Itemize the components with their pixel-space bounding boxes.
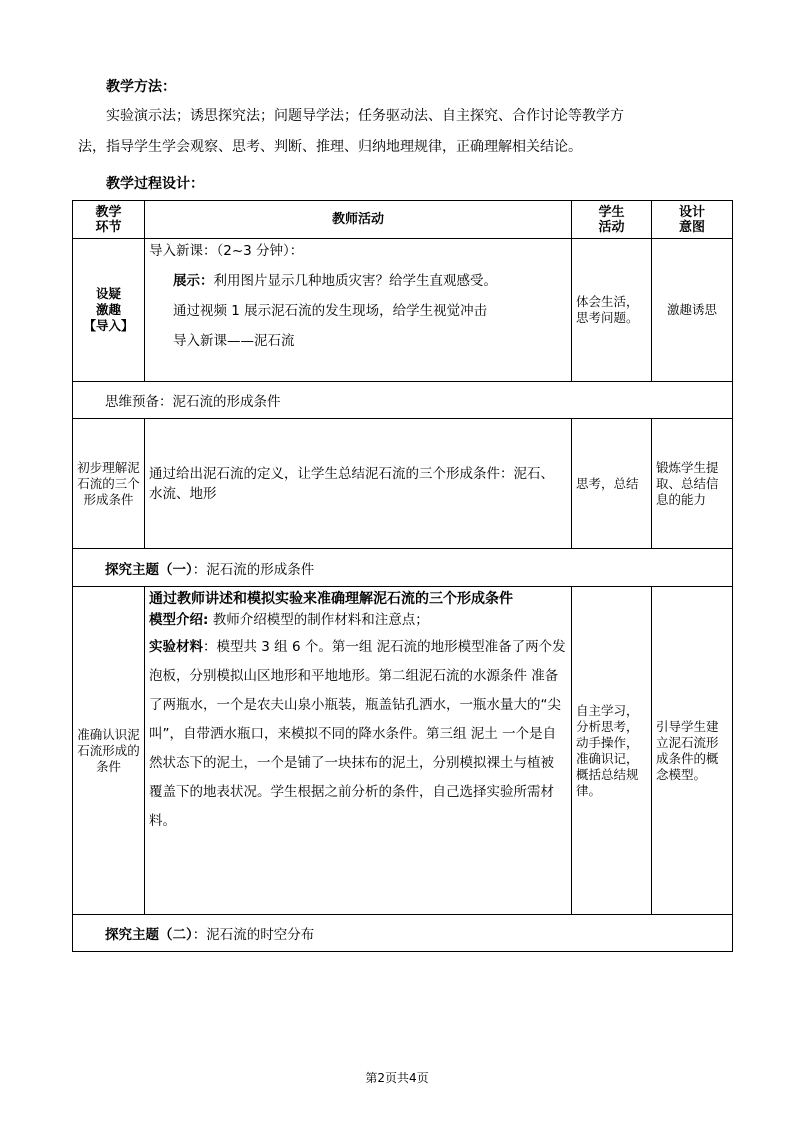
header-teacher-activity: 教师活动 (145, 201, 572, 239)
table-row (73, 587, 733, 915)
model-intro-line: 模型介绍: 教师介绍模型的制作材料和注意点； (149, 612, 429, 628)
experiment-title: 通过教师讲述和模拟实验来准确理解泥石流的三个形成条件 (149, 591, 513, 607)
materials-paragraph: 实验材料：模型共 3 组 6 个。第一组 泥石流的地形模型准备了两个发泡板，分别模拟山区地形和平地地形。第二组泥石流的水源条件 准备了两瓶水，一个是农夫山泉小瓶装，瓶盖钻孔洒水，一瓶水量大的“尖叫”，自带洒水瓶口，来模拟不同的降水条件。第三组 泥土 一个是自然状态下的泥土，一个是铺了一块抹布的泥土，分别模拟裸土与植被覆盖下的地表状况。学生根据之前分析的条件，自己选择实验所需材料。 (149, 639, 566, 829)
teaching-method-text (78, 101, 698, 163)
lesson-plan-table (72, 200, 733, 952)
teaching-method-line-1: 实验演示法；诱思探究法；问题导学法；任务驱动法、自主探究、合作讨论等教学方 (106, 108, 624, 124)
page-number-footer: 第2页共4页 (365, 1071, 429, 1085)
design-intent-experiment: 引导学生建立泥石流形成条件的概念模型。 (652, 587, 733, 915)
teaching-method-heading: 教学方法： (106, 79, 176, 95)
section-thinking-prep: 思维预备：泥石流的形成条件 (73, 382, 733, 419)
student-activity-experiment: 自主学习，分析思考，动手操作，准确识记，概括总结规律。 (572, 587, 652, 915)
header-student-activity: 学生 活动 (572, 201, 652, 239)
stage-accurate-understanding: 准确认识泥石流形成的条件 (73, 587, 145, 915)
student-activity-definition: 思考，总结 (572, 419, 652, 549)
table-row (73, 239, 733, 382)
teacher-activity-intro (145, 239, 572, 382)
teacher-activity-definition: 通过给出泥石流的定义，让学生总结泥石流的三个形成条件：泥石、水流、地形 (145, 419, 572, 549)
intro-video-line: 通过视频 1 展示泥石流的发生现场，给学生视觉冲击 (173, 303, 488, 319)
stage-initial-understanding: 初步理解泥石流的三个形成条件 (73, 419, 145, 549)
design-intent-definition: 锻炼学生提取、总结信息的能力 (652, 419, 733, 549)
intro-show-line: 展示：利用图片显示几种地质灾害？给学生直观感受。 (173, 273, 497, 289)
section-row (73, 382, 733, 419)
student-activity-intro: 体会生活，思考问题。 (572, 239, 652, 382)
section-row (73, 549, 733, 587)
header-design-intent: 设计 意图 (652, 201, 733, 239)
table-header-row (73, 201, 733, 239)
teaching-method-line-2: 法，指导学生学会观察、思考、判断、推理、归纳地理规律，正确理解相关结论。 (78, 139, 582, 155)
section-topic-one: 探究主题（一）：泥石流的形成条件 (73, 549, 733, 587)
section-row (73, 915, 733, 952)
teaching-process-heading: 教学过程设计： (106, 176, 204, 192)
design-intent-intro: 激趣诱思 (652, 239, 733, 382)
section-topic-two: 探究主题（二）：泥石流的时空分布 (73, 915, 733, 952)
intro-line: 导入新课：（2~3 分钟）： (149, 243, 304, 259)
stage-intro: 设疑 激趣 【导入】 (73, 239, 145, 382)
table-row (73, 419, 733, 549)
teacher-activity-experiment (145, 587, 572, 915)
header-stage: 教学 环节 (73, 201, 145, 239)
intro-new-lesson-line: 导入新课——泥石流 (173, 333, 295, 349)
